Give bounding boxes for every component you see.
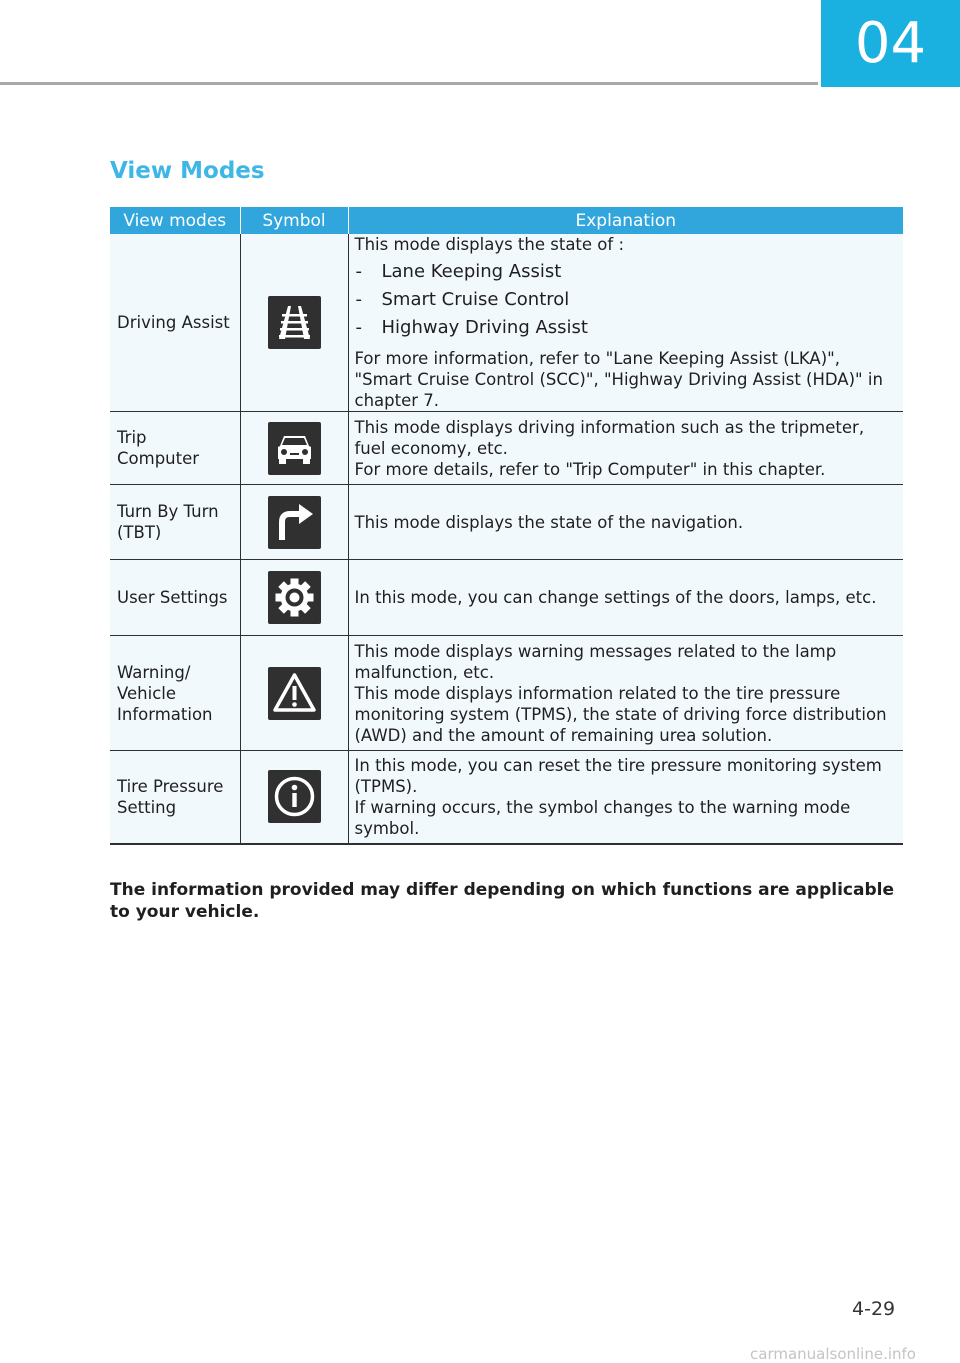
explanation-text: In this mode, you can change settings of the doors, lamps, etc.	[354, 588, 877, 607]
explanation-cell	[348, 412, 903, 485]
mode-name-line: Warning/	[117, 662, 191, 682]
mode-name-line: Setting	[117, 797, 177, 817]
header-view-modes: View modes	[110, 207, 240, 234]
section-title: View Modes	[110, 158, 265, 184]
list-item: - Smart Cruise Control	[355, 286, 898, 314]
watermark: carmanualsonline.info	[750, 1345, 916, 1363]
table-row	[110, 485, 903, 560]
mode-name	[110, 636, 240, 751]
explanation-cell	[348, 485, 903, 560]
explanation-cell	[348, 636, 903, 751]
table-header-row	[110, 207, 903, 234]
info-circle-icon	[268, 770, 321, 823]
header-symbol: Symbol	[240, 207, 348, 234]
warning-triangle-icon	[268, 667, 321, 720]
applicability-note: The information provided may differ depending on which functions are applicable to your vehicle.	[110, 880, 894, 922]
mode-name	[110, 751, 240, 844]
mode-name: User Settings	[110, 560, 240, 636]
explanation-intro: This mode displays the state of :	[354, 235, 625, 254]
mode-name: Driving Assist	[110, 234, 240, 412]
explanation-text: This mode displays driving information such as the tripmeter, fuel economy, etc.	[354, 417, 865, 458]
table-row	[110, 636, 903, 751]
explanation-cell	[348, 751, 903, 844]
mode-name	[110, 485, 240, 560]
list-item: - Highway Driving Assist	[355, 314, 898, 342]
explanation-text: This mode displays information related to the tire pressure monitoring system (TPMS), the state of driving force distribution (AWD) and the amount of remaining urea solution.	[354, 683, 887, 745]
turn-right-arrow-icon	[268, 496, 321, 549]
lane-road-icon	[268, 296, 321, 349]
table-row	[110, 234, 903, 412]
table-row	[110, 412, 903, 485]
explanation-cell	[348, 234, 903, 412]
view-modes-table	[110, 207, 903, 845]
feature-list	[355, 258, 898, 342]
mode-name-line: Turn By Turn	[117, 502, 219, 521]
table-row	[110, 751, 903, 844]
car-front-icon	[268, 422, 321, 475]
explanation-cell	[348, 560, 903, 636]
mode-name-line: Trip	[117, 428, 147, 447]
explanation-reference: For more information, refer to "Lane Keeping Assist (LKA)", "Smart Cruise Control (SCC)", "Highway Driving Assist (HDA)" in chapter 7.	[354, 349, 883, 410]
header-rule	[0, 82, 818, 85]
explanation-text: For more details, refer to "Trip Computer" in this chapter.	[354, 459, 826, 479]
mode-name-line: Information	[117, 704, 213, 724]
list-item: - Lane Keeping Assist	[355, 258, 898, 286]
gear-icon	[268, 571, 321, 624]
table-row	[110, 560, 903, 636]
mode-name-line: (TBT)	[117, 523, 162, 542]
explanation-text: This mode displays the state of the navigation.	[354, 512, 744, 532]
header-explanation: Explanation	[348, 207, 903, 234]
page-number: 4-29	[852, 1298, 896, 1320]
mode-name-line: Vehicle	[117, 683, 177, 703]
mode-name	[110, 412, 240, 485]
mode-name-line: Computer	[117, 449, 200, 468]
explanation-text: This mode displays warning messages related to the lamp malfunction, etc.	[354, 641, 837, 682]
explanation-text: In this mode, you can reset the tire pressure monitoring system (TPMS).	[354, 755, 882, 796]
mode-name-line: Tire Pressure	[117, 776, 224, 796]
explanation-text: If warning occurs, the symbol changes to the warning mode symbol.	[354, 797, 851, 838]
chapter-tab: 04	[821, 0, 960, 87]
